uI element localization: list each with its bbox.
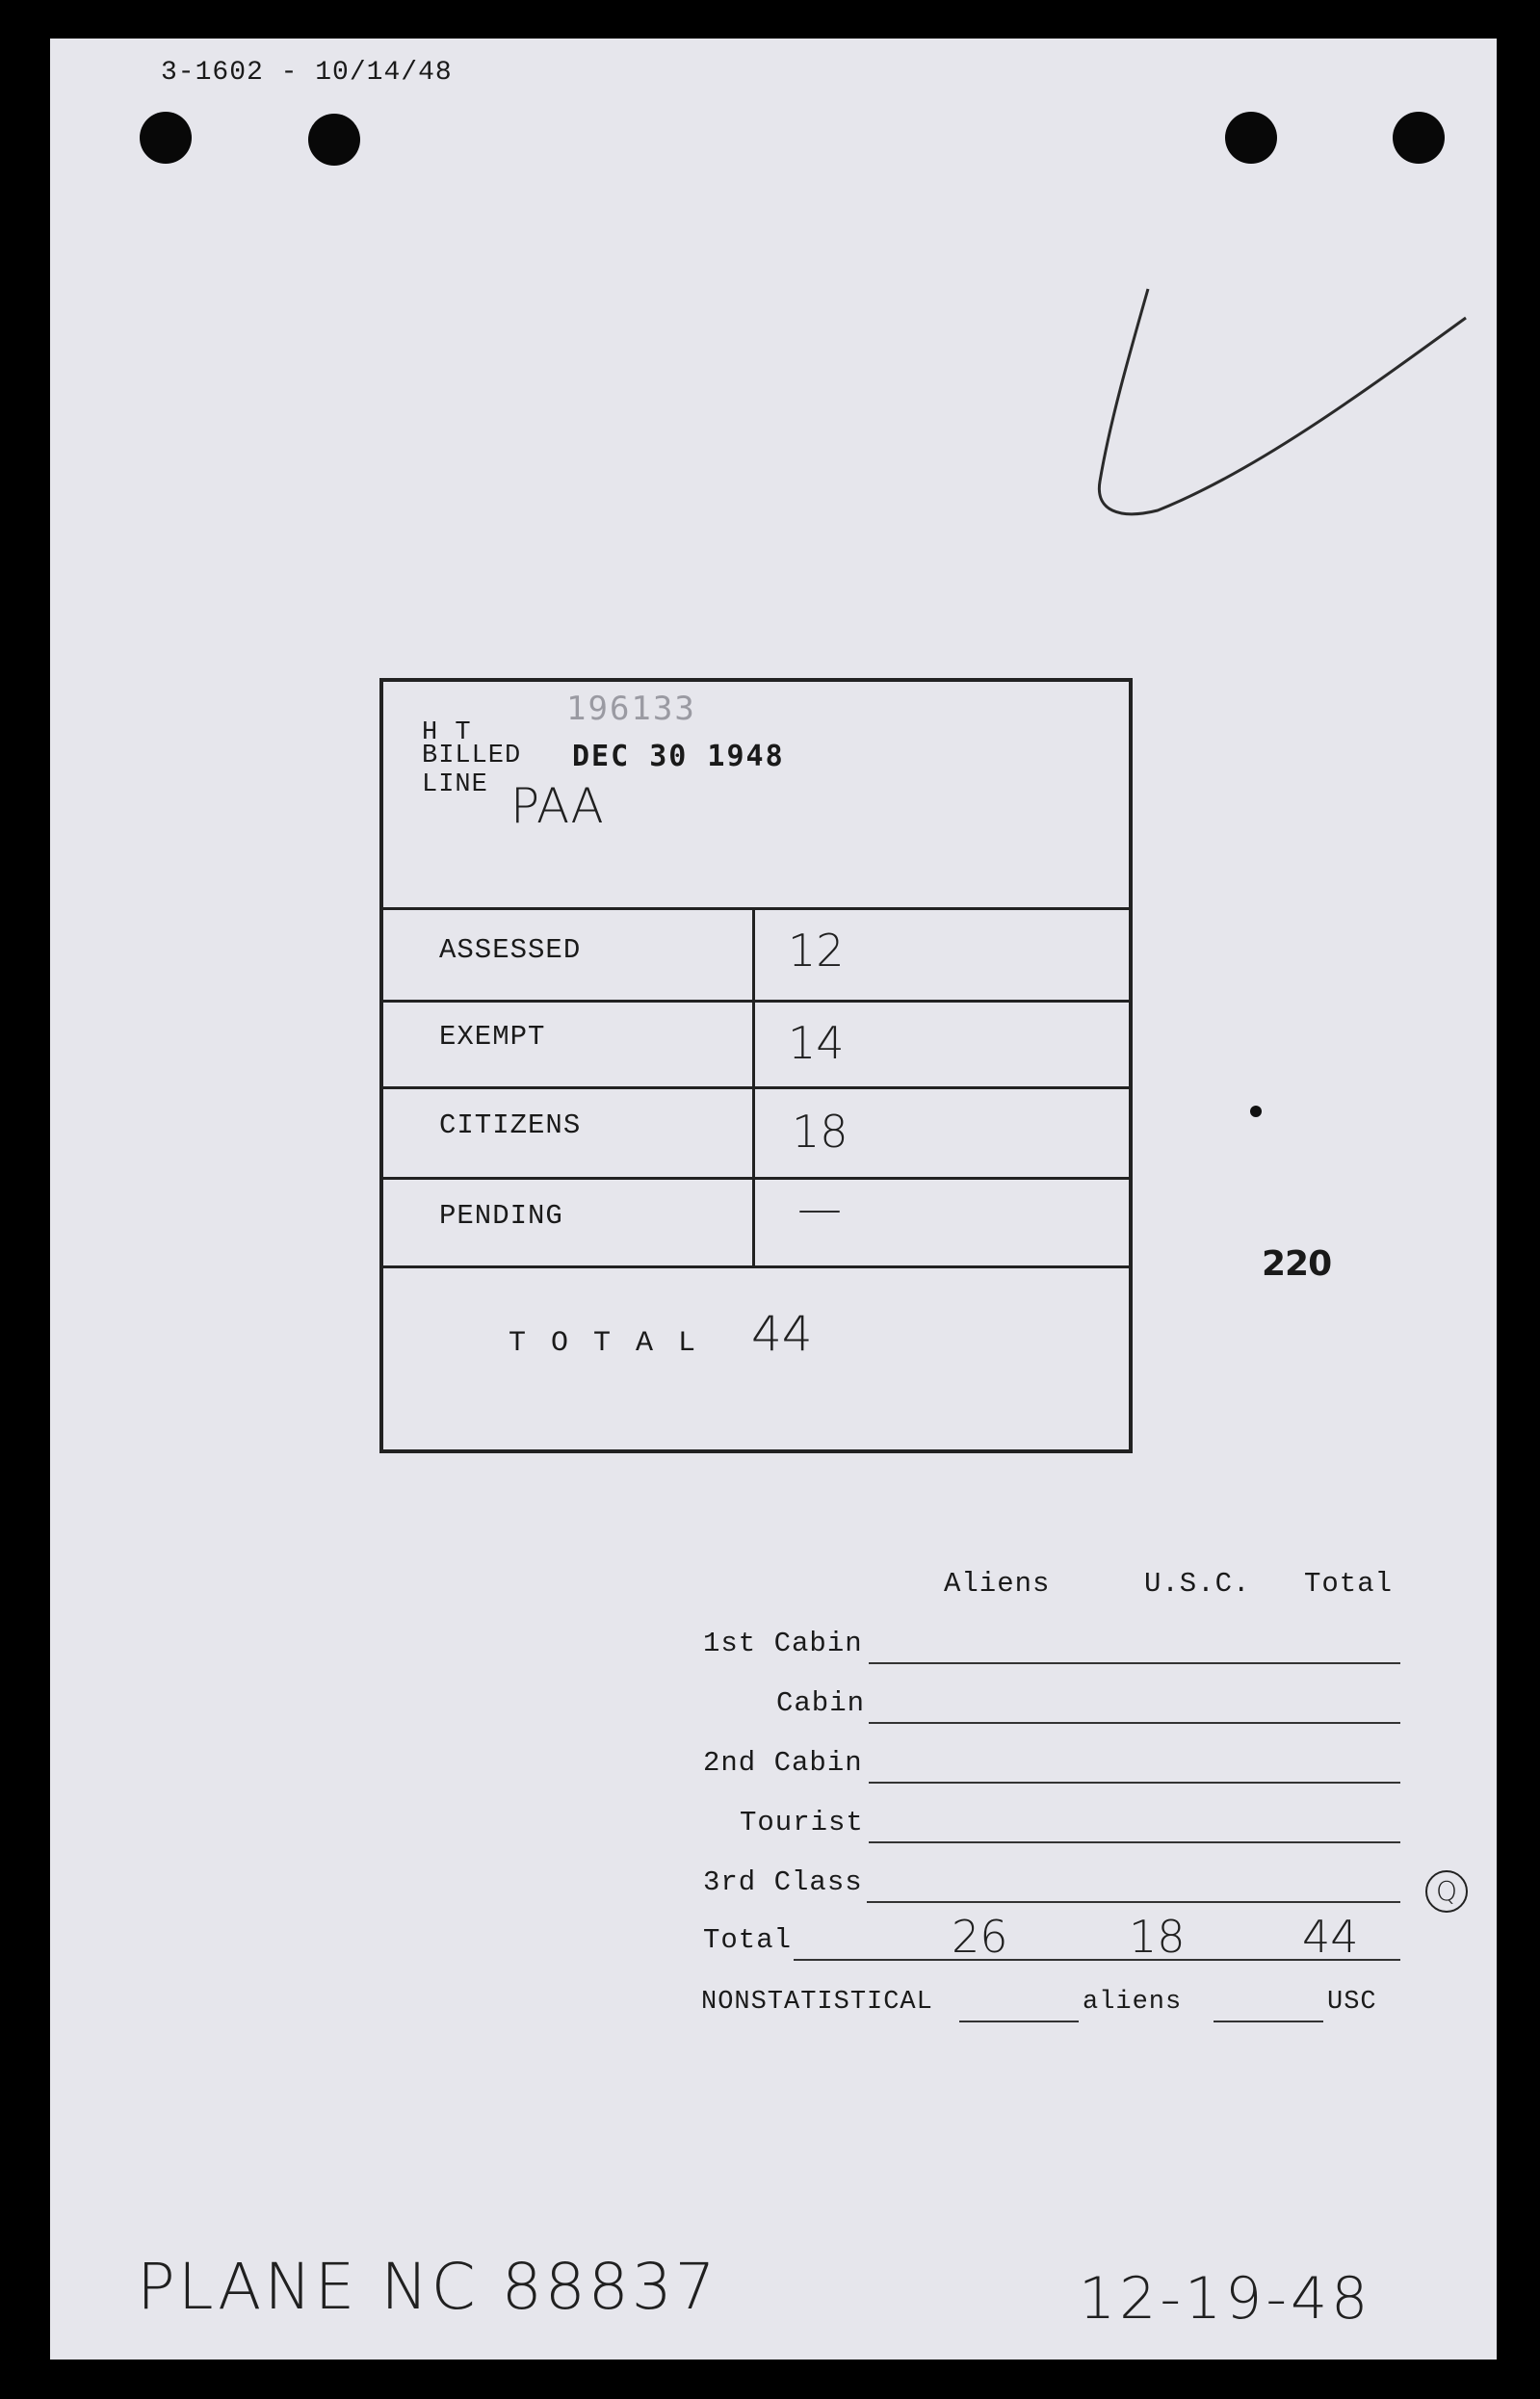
nonstatistical-aliens-line bbox=[959, 2021, 1079, 2022]
head-tax-stamp-box bbox=[379, 678, 1133, 1453]
row-label-cabin: Cabin bbox=[776, 1687, 866, 1719]
document-page bbox=[50, 39, 1497, 2360]
line-label: LINE bbox=[422, 770, 488, 799]
check-mark-icon bbox=[1042, 231, 1504, 539]
box-divider bbox=[383, 907, 1129, 910]
punch-hole bbox=[140, 112, 192, 164]
column-total: Total bbox=[1304, 1568, 1394, 1600]
punch-hole bbox=[308, 114, 360, 166]
aliens-label: aliens bbox=[1083, 1988, 1183, 2017]
nonstatistical-label: NONSTATISTICAL bbox=[701, 1988, 933, 2017]
row-label-2nd-cabin: 2nd Cabin bbox=[703, 1747, 863, 1779]
billed-label: BILLED bbox=[422, 742, 522, 770]
form-id bbox=[161, 58, 453, 88]
row-label-tourist: Tourist bbox=[740, 1807, 864, 1838]
usc-label: USC bbox=[1327, 1988, 1377, 2017]
row-line bbox=[869, 1662, 1400, 1664]
punch-hole bbox=[1393, 112, 1445, 164]
row-line bbox=[867, 1901, 1400, 1903]
row-label-total: Total bbox=[703, 1924, 793, 1956]
nonstatistical-usc-line bbox=[1214, 2021, 1323, 2022]
assessed-value: 12 bbox=[788, 925, 845, 977]
punch-hole bbox=[1225, 112, 1277, 164]
plane-note: PLANE NC 88837 bbox=[137, 2250, 718, 2324]
form-id-number: 3-1602 bbox=[161, 58, 264, 88]
pending-label: PENDING bbox=[439, 1200, 563, 1232]
row-line bbox=[869, 1841, 1400, 1843]
circled-mark-letter: Q bbox=[1435, 1875, 1458, 1907]
pending-value: — bbox=[797, 1183, 842, 1235]
total-label: T O T A L bbox=[509, 1327, 700, 1360]
exempt-label: EXEMPT bbox=[439, 1021, 546, 1053]
line-value: PAA bbox=[510, 778, 604, 834]
total-total-value: 44 bbox=[1302, 1911, 1359, 1963]
column-aliens: Aliens bbox=[944, 1568, 1051, 1600]
exempt-value: 14 bbox=[788, 1017, 845, 1069]
row-line bbox=[869, 1722, 1400, 1724]
total-usc-value: 18 bbox=[1129, 1911, 1186, 1963]
side-number: 220 bbox=[1262, 1244, 1332, 1284]
column-usc: U.S.C. bbox=[1144, 1568, 1251, 1600]
box-divider bbox=[383, 1177, 1129, 1180]
form-id-separator: - bbox=[280, 58, 316, 88]
date-note: 12-19-48 bbox=[1079, 2265, 1372, 2333]
total-aliens-value: 26 bbox=[952, 1911, 1008, 1963]
circled-mark bbox=[1425, 1870, 1468, 1913]
row-line bbox=[869, 1782, 1400, 1784]
citizens-label: CITIZENS bbox=[439, 1109, 582, 1141]
form-date: 10/14/48 bbox=[315, 58, 453, 88]
box-column-divider bbox=[752, 907, 755, 1265]
box-divider bbox=[383, 1086, 1129, 1089]
box-divider bbox=[383, 1265, 1129, 1268]
assessed-label: ASSESSED bbox=[439, 934, 582, 966]
row-label-3rd-class: 3rd Class bbox=[703, 1866, 863, 1898]
total-value: 44 bbox=[751, 1306, 813, 1362]
ht-label: H T bbox=[422, 718, 472, 747]
stamp-number: 196133 bbox=[566, 690, 696, 728]
box-divider bbox=[383, 1000, 1129, 1003]
ink-dot bbox=[1250, 1106, 1262, 1117]
citizens-value: 18 bbox=[792, 1106, 848, 1158]
row-label-1st-cabin: 1st Cabin bbox=[703, 1628, 863, 1659]
billed-date: DEC 30 1948 bbox=[572, 740, 785, 773]
